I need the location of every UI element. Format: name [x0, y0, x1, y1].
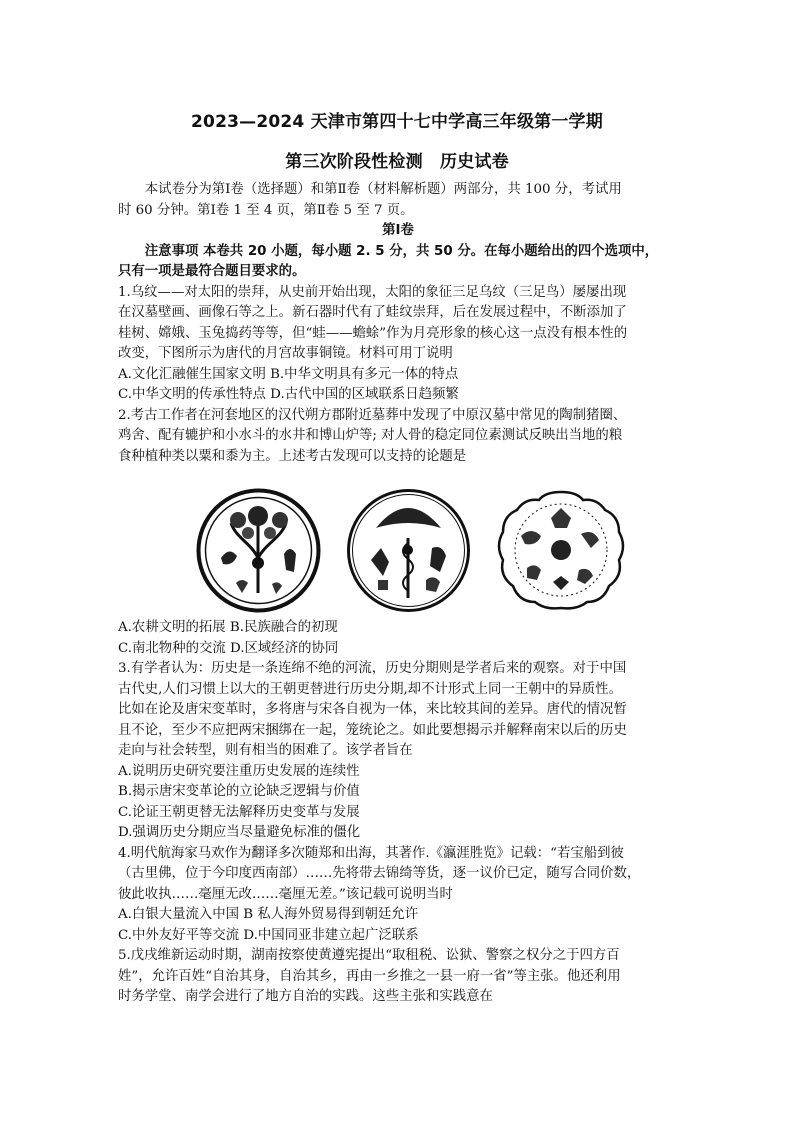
intro-line: 本试卷分为第Ⅰ卷（选择题）和第Ⅱ卷（材料解析题）两部分，共 100 分，考试用: [144, 182, 622, 197]
question-5: [118, 946, 678, 1008]
answer-option: A.文化汇融催生国家文明 B.中华文明具有多元一体的特点: [118, 366, 459, 382]
exam-body-lower: [118, 618, 678, 1008]
question-text: 1.乌纹——对太阳的崇拜，从史前开始出现，太阳的象征三足乌纹（三足鸟）屡屡出现: [118, 284, 627, 300]
answer-option: D.强调历史分期应当尽量避免标准的僵化: [118, 825, 361, 840]
question-4: [118, 844, 678, 947]
exam-title-line2: 第三次阶段性检测 历史试卷: [285, 152, 509, 172]
question-text: （古里佛，位于今印度西南部）……先将带去锦绮等货，逐一议价已定，随写合同价数，: [118, 866, 641, 881]
question-text: 时务学堂、南学会进行了地方自治的实践。这些主张和实践意在: [118, 989, 493, 1004]
question-text: 且不论，至少不应把两宋捆绑在一起，笼统论之。如此要想揭示并解释南宋以后的历史: [118, 722, 627, 738]
bronze-mirror-2: [346, 488, 471, 613]
notice-line: 注意事项 本卷共 20 小题，每小题 2. 5 分，共 50 分。在每小题给出的四个选项中，: [144, 243, 659, 259]
answer-option: A.说明历史研究要注重历史发展的连续性: [118, 763, 360, 779]
question-text: 2.考古工作者在河套地区的汉代朔方郡附近墓葬中发现了中原汉墓中常见的陶制猪圈、: [118, 407, 627, 423]
question-text: 4.明代航海家马欢作为翻译多次随郑和出海，其著作.《瀛涯胜览》记载：“若宝船到彼: [118, 845, 624, 861]
question-text: 在汉墓壁画、画像石等之上。新石器时代有了蛙纹崇拜，后在发展过程中，不断添加了: [118, 305, 627, 320]
exam-body-upper: [118, 180, 678, 467]
question-1: [118, 283, 678, 406]
answer-option: C.中华文明的传承性特点 D.古代中国的区域联系日趋频繁: [118, 387, 459, 402]
question-text: 改变，下图所示为唐代的月宫故事铜镜。材料可用丁说明: [118, 346, 453, 361]
bronze-mirror-figure: [196, 488, 636, 613]
question-2: [118, 406, 678, 468]
answer-option: A.农耕文明的拓展 B.民族融合的初现: [118, 620, 338, 635]
answer-option: C.中外友好平等交流 D.中国同亚非建立起广泛联系: [118, 927, 419, 943]
question-text: 走向与社会转型，则有相当的困难了。该学者旨在: [118, 743, 413, 758]
question-text: 食种植种类以粟和黍为主。上述考古发现可以支持的论题是: [118, 448, 467, 464]
question-text: 比如在论及唐宋变革时，多将唐与宋各自视为一体，来比较其间的差异。唐代的情况暂: [118, 702, 627, 717]
question-text: 彼此收执……毫厘无改……毫厘无差。”该记载可说明当时: [118, 886, 453, 902]
question-text: 古代史,人们习惯上以大的王朝更替进行历史分期,却不计形式上同一王朝中的异质性。: [118, 681, 622, 697]
section-label: 第Ⅰ卷: [382, 223, 414, 238]
bronze-mirror-1: [196, 488, 321, 613]
answer-option: C.论证王朝更替无法解释历史变革与发展: [118, 804, 360, 820]
exam-title-line1: 2023—2024 天津市第四十七中学高三年级第一学期: [191, 112, 603, 132]
answer-option: C.南北物种的交流 D.区域经济的协同: [118, 640, 339, 656]
question-2-options: [118, 618, 678, 659]
question-text: 姓”，允许百姓“自治其身，自治其乡，再由一乡推之一县一府一省”等主张。他还利用: [118, 968, 621, 984]
question-text: 5.戊戌维新运动时期，湖南按察使黄遵宪提出“取租税、讼狱、警察之权分之于四方百: [118, 948, 620, 963]
notice-line: 只有一项是最符合题目要求的。: [118, 264, 306, 279]
question-text: 桂树、嫦娥、玉兔捣药等等，但“蛙——蟾蜍”作为月亮形象的核心这一点没有根本性的: [118, 325, 628, 341]
question-text: 鸡舍、配有辘护和小水斗的水井和博山炉等; 对人骨的稳定同位素测试反映出当地的粮: [118, 428, 623, 443]
answer-option: B.揭示唐宋变革论的立论缺乏逻辑与价值: [118, 784, 360, 799]
question-3: [118, 659, 678, 844]
intro-line: 时 60 分钟。第Ⅰ卷 1 至 4 页，第Ⅱ卷 5 至 7 页。: [118, 202, 414, 218]
question-text: 3.有学者认为：历史是一条连绵不绝的河流，历史分期则是学者后来的观察。对于中国: [118, 661, 627, 676]
answer-option: A.白银大量流入中国 B 私人海外贸易得到朝廷允许: [118, 907, 419, 922]
bronze-mirror-3: [491, 488, 631, 613]
